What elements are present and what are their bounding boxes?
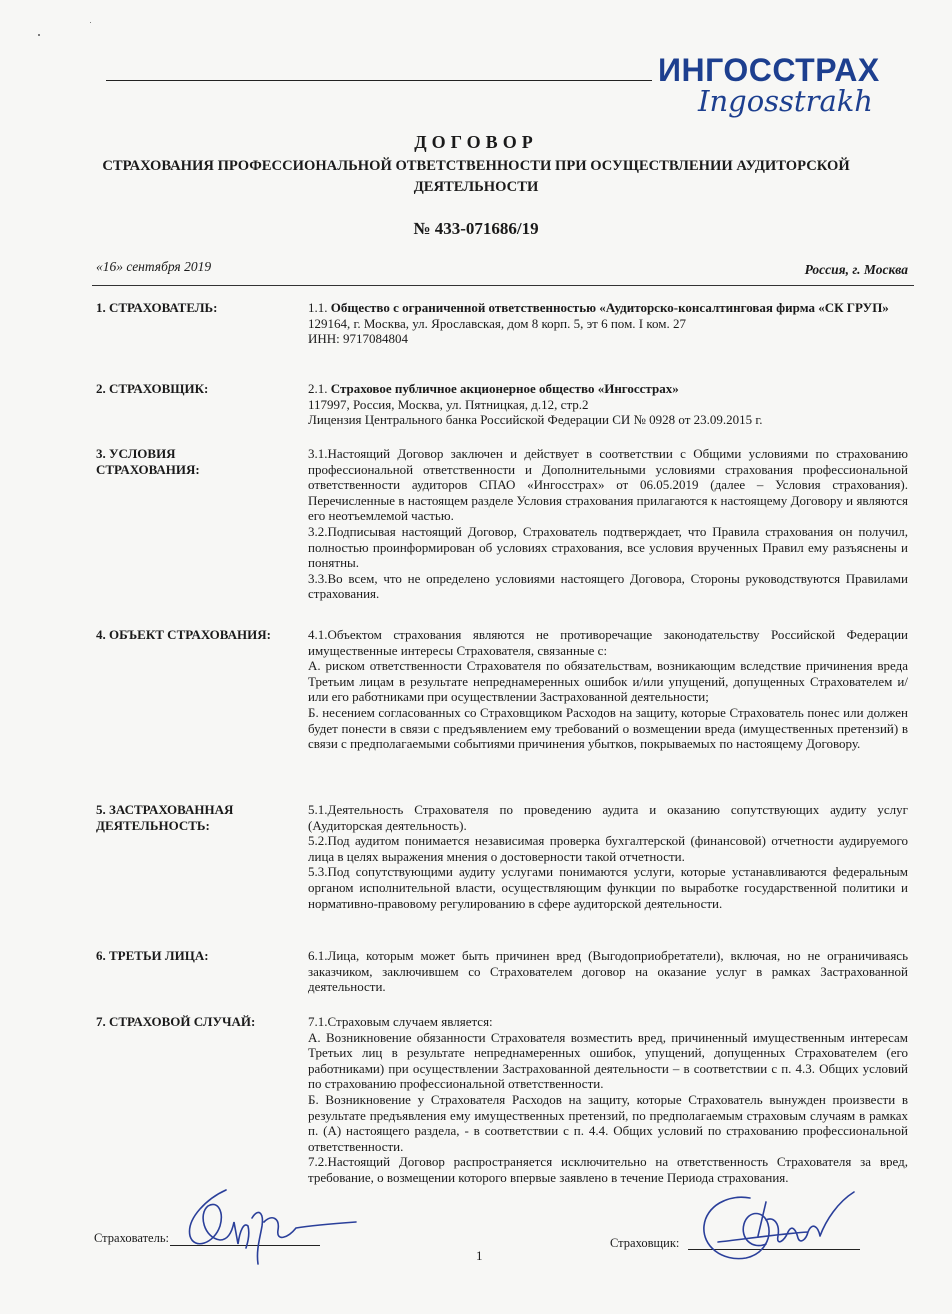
page-number: 1	[476, 1248, 483, 1263]
insured-address: 129164, г. Москва, ул. Ярославская, дом 8 корп. 5, эт 6 пом. I ком. 27	[308, 315, 687, 331]
section-label: 5. ЗАСТРАХОВАННАЯ ДЕЯТЕЛЬНОСТЬ:	[96, 802, 234, 833]
clause-3-3: 3.3.Во всем, что не определено условиями настоящего Договора, Стороны руководствуются Правилами страхования.	[308, 570, 908, 602]
contract-number: № 433-071686/19	[413, 219, 539, 238]
clause-7-a: А. Возникновение обязанности Страхователя возместить вред, причиненный имущественным интересам Третьих лиц в результате непреднамеренных ошибок, упущений, допущенных Страхователем (его работниками) при осуществлении Застрахованной деятельности – в соответствии с п. 4.3. Общих условий по страхованию профессиональной ответственности.	[308, 1029, 908, 1092]
section-label: 2. СТРАХОВЩИК:	[96, 381, 209, 396]
logo-text-en: Ingosstrakh	[698, 84, 873, 118]
section-body	[308, 446, 908, 602]
insurer-name: Страховое публичное акционерное общество «Ингосстрах»	[330, 381, 679, 396]
section-label: 3. УСЛОВИЯ СТРАХОВАНИЯ:	[96, 446, 200, 477]
insurer-signature	[688, 1180, 868, 1280]
section-body	[308, 300, 908, 347]
insured-signature	[168, 1178, 368, 1274]
section-label: 1. СТРАХОВАТЕЛЬ:	[96, 300, 218, 315]
section-body	[308, 948, 908, 995]
insurer-name-line	[308, 381, 908, 397]
section-body	[308, 1014, 908, 1186]
header-rule	[106, 80, 652, 81]
clause-3-2: 3.2.Подписывая настоящий Договор, Страхователь подтверждает, что Правила страхования он получил, полностью проинформирован об условиях страхования, все условия врученных Правил ему разъяснены и понятны.	[308, 523, 908, 571]
clause-6-1: 6.1.Лица, которым может быть причинен вред (Выгодоприобретатели), включая, но не ограничиваясь заказчиком, заключившем со Страхователем договор на оказание услуг в рамках Застрахованной деятельности.	[308, 948, 908, 995]
section-body	[308, 381, 908, 428]
clause-7-1: 7.1.Страховым случаем является:	[308, 1014, 493, 1029]
clause-4-a: А. риском ответственности Страхователя по обязательствам, возникающим вследствие причинения вреда Третьим лицам в результате непреднамеренных ошибок и/или упущений, допущенных Страхователем и/или его работниками при осуществлении Застрахованной деятельности;	[308, 658, 908, 705]
contract-date: «16» сентября 2019	[96, 259, 212, 274]
section-body	[308, 802, 908, 911]
contract-place: Россия, г. Москва	[804, 262, 908, 277]
insured-inn: ИНН: 9717084804	[308, 331, 409, 347]
insured-signature-label: Страхователь:	[94, 1231, 169, 1245]
section-body	[308, 627, 908, 752]
document-subtitle: СТРАХОВАНИЯ ПРОФЕССИОНАЛЬНОЙ ОТВЕТСТВЕННОСТИ ПРИ ОСУЩЕСТВЛЕНИИ АУДИТОРСКОЙ ДЕЯТЕЛЬНОСТИ	[102, 158, 850, 195]
clause-number: 2.1.	[308, 381, 328, 396]
scan-speck	[38, 34, 40, 36]
insurer-signature-label: Страховщик:	[610, 1236, 680, 1250]
clause-4-b: Б. несением согласованных со Страховщиком Расходов на защиту, которые Страхователь понес или должен будет понести в связи с предъявлением ему требований о возмещении вреда (имущественных претензий) в связи с предполагаемыми событиями причинения убытков, покрываемых по настоящему Договору.	[308, 704, 908, 752]
section-label: 6. ТРЕТЬИ ЛИЦА:	[96, 948, 209, 963]
clause-7-b: Б. Возникновение у Страхователя Расходов на защиту, которые Страхователь вынужден произвести в результате предъявления ему имущественных претензий, по предполагаемым страховым случаям в рамках п. (А) настоящего раздела, - в соответствии с п. 4.4. Общих условий по страхованию профессиональной ответственности.	[308, 1091, 908, 1154]
insured-name: Общество с ограниченной ответственностью «Аудиторско-консалтинговая фирма «СК ГРУП»	[330, 300, 889, 315]
clause-5-2: 5.2.Под аудитом понимается независимая проверка бухгалтерской (финансовой) отчетности аудируемого лица в целях выражения мнения о достоверности такой отчетности.	[308, 833, 908, 864]
insurer-license: Лицензия Центрального банка Российской Федерации СИ № 0928 от 23.09.2015 г.	[308, 412, 763, 428]
logo-text-ru: ИНГОССТРАХ	[658, 52, 880, 88]
scan-speck	[90, 22, 91, 23]
clause-5-3: 5.3.Под сопутствующими аудиту услугами понимаются услуги, которые устанавливаются федеральным органом исполнительной власти, осуществляющим функции по выработке государственной политики и нормативно-правовому регулированию в сфере аудиторской деятельности.	[308, 864, 908, 911]
clause-3-1: 3.1.Настоящий Договор заключен и действует в соответствии с Общими условиями по страхованию профессиональной ответственности и Дополнительными условиями страхования профессиональной ответственности аудиторов СПАО «Ингосстрах» от 06.05.2019 (далее – Условия страхования). Перечисленные в настоящем разделе Условия страхования прилагаются к настоящему Договору и являются его неотъемлемой частью.	[308, 446, 908, 524]
header-divider	[92, 285, 914, 286]
clause-4-1: 4.1.Объектом страхования являются не противоречащие законодательству Российской Федерации имущественные интересы Страхователя, связанные с:	[308, 627, 908, 658]
ingosstrakh-logo	[650, 52, 890, 122]
document-title: ДОГОВОР	[414, 132, 538, 152]
section-label: 4. ОБЪЕКТ СТРАХОВАНИЯ:	[96, 627, 271, 642]
insurer-address: 117997, Россия, Москва, ул. Пятницкая, д.12, стр.2	[308, 396, 589, 412]
clause-5-1: 5.1.Деятельность Страхователя по проведению аудита и оказанию сопутствующих аудиту услуг (Аудиторская деятельность).	[308, 802, 908, 833]
clause-number: 1.1.	[308, 300, 328, 315]
clause-7-2: 7.2.Настоящий Договор распространяется исключительно на ответственность Страхователя за вред, требование, о возмещении которого впервые заявлено в течение Периода страхования.	[308, 1154, 908, 1185]
section-label: 7. СТРАХОВОЙ СЛУЧАЙ:	[96, 1014, 256, 1029]
insured-name-line	[308, 300, 908, 316]
